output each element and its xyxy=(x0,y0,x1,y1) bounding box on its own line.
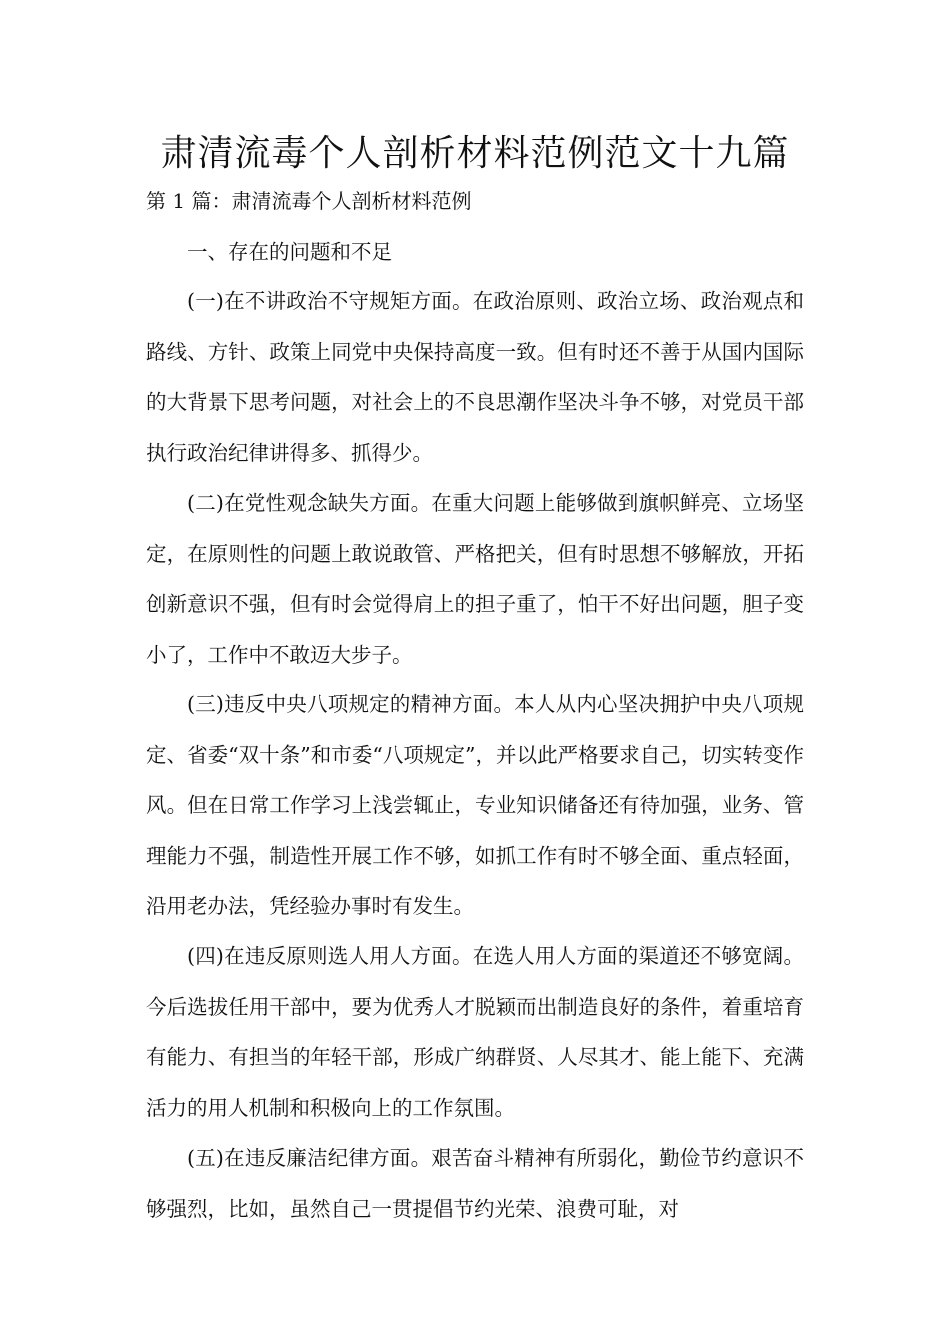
paragraph-4: (四)在违反原则选人用人方面。在选人用人方面的渠道还不够宽阔。今后选拔任用干部中，要为优秀人才脱颖而出制造良好的条件，着重培育有能力、有担当的年轻干部，形成广纳群贤、人尽其才、能上能下、充满活力的用人机制和积极向上的工作氛围。 xyxy=(146,944,804,1120)
paragraph-3: (三)违反中央八项规定的精神方面。本人从内心坚决拥护中央八项规定、省委“双十条”和市委“八项规定”，并以此严格要求自己，切实转变作风。但在日常工作学习上浅尝辄止，专业知识储备还有待加强，业务、管理能力不强，制造性开展工作不够，如抓工作有时不够全面、重点轻面，沿用老办法，凭经验办事时有发生。 xyxy=(146,692,804,918)
paragraph-1: (一)在不讲政治不守规矩方面。在政治原则、政治立场、政治观点和路线、方针、政策上同党中央保持高度一致。但有时还不善于从国内国际的大背景下思考问题，对社会上的不良思潮作坚决斗争不够，对党员干部执行政治纪律讲得多、抓得少。 xyxy=(146,289,804,465)
section-heading: 一、存在的问题和不足 xyxy=(187,240,392,264)
paragraph-2: (二)在党性观念缺失方面。在重大问题上能够做到旗帜鲜亮、立场坚定，在原则性的问题上敢说敢管、严格把关，但有时思想不够解放，开拓创新意识不强，但有时会觉得肩上的担子重了，怕干不好出问题，胆子变小了，工作中不敢迈大步子。 xyxy=(146,491,804,667)
document-title: 肃清流毒个人剖析材料范例范文十九篇 xyxy=(160,133,790,174)
document-subtitle: 第 1 篇：肃清流毒个人剖析材料范例 xyxy=(146,189,472,213)
paragraph-5: (五)在违反廉洁纪律方面。艰苦奋斗精神有所弱化，勤俭节约意识不够强烈，比如，虽然自己一贯提倡节约光荣、浪费可耻，对 xyxy=(146,1146,804,1221)
